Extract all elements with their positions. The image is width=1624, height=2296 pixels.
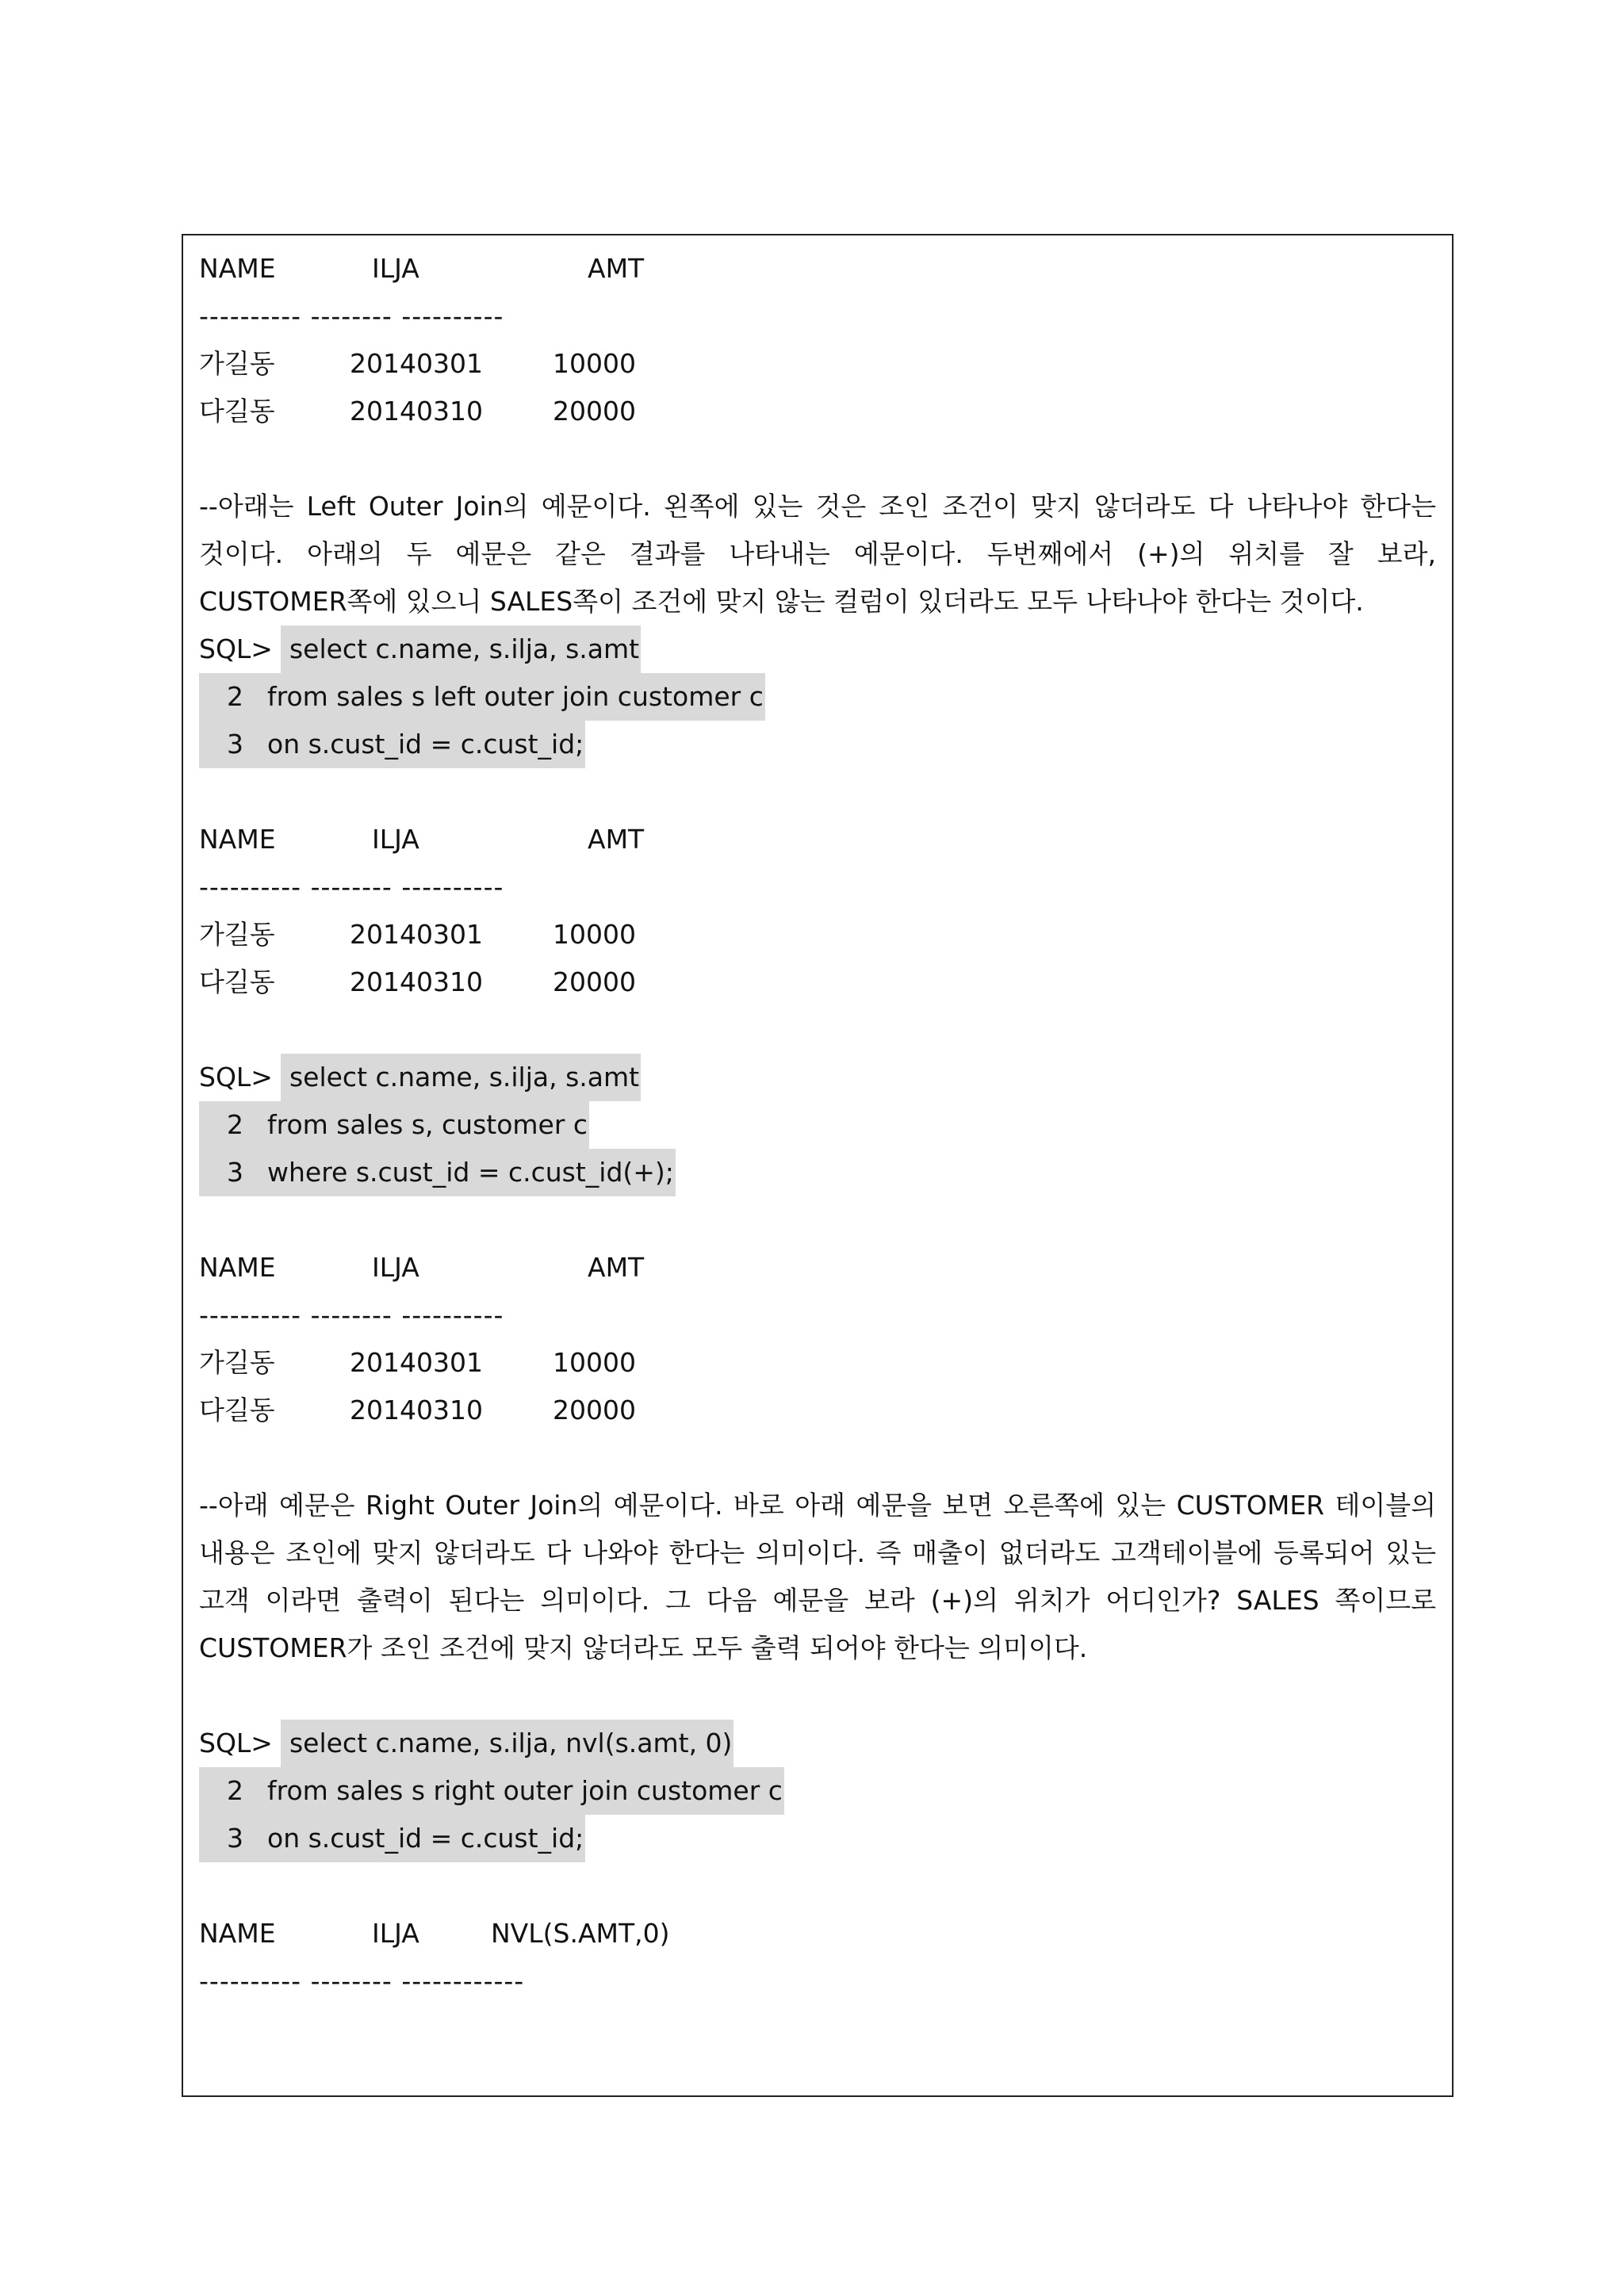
header-nvl-amt: NVL(S.AMT,0) xyxy=(491,1918,670,1949)
result-header-row xyxy=(199,245,1436,293)
cell-amt: 20000 xyxy=(553,396,636,427)
header-ilja: ILJA xyxy=(372,824,419,855)
sql-line-3 xyxy=(199,1149,1436,1196)
cell-name: 다길동 xyxy=(199,396,275,427)
table-row xyxy=(199,388,1436,435)
sql-code: 3 where s.cust_id = c.cust_id(+); xyxy=(199,1149,676,1196)
result-separator: ---------- -------- ---------- xyxy=(199,300,504,331)
sql-line-2 xyxy=(199,1101,1436,1149)
header-amt: AMT xyxy=(588,824,645,855)
result-separator: ---------- -------- ------------ xyxy=(199,1965,525,1996)
left-outer-join-paragraph: --아래는 Left Outer Join의 예문이다. 왼쪽에 있는 것은 조인 조건이 맞지 않더라도 다 나타나야 한다는 것이다. 아래의 두 예문은 같은 결과를 나타내는 예문이다. 두번째에서 (+)의 위치를 잘 보라, CUSTOMER쪽에 있으니 SALES쪽이 조건에 맞지 않는 컬럼이 있더라도 모두 나타나야 한다는 것이다. xyxy=(199,491,1436,617)
sql-line-2 xyxy=(199,673,1436,721)
cell-amt: 10000 xyxy=(553,348,636,379)
header-ilja: ILJA xyxy=(372,253,419,284)
sql-code: 3 on s.cust_id = c.cust_id; xyxy=(199,1815,585,1862)
header-name: NAME xyxy=(199,253,276,284)
sql-code: select c.name, s.ilja, nvl(s.amt, 0) xyxy=(281,1720,733,1767)
sql-line-3 xyxy=(199,721,1436,768)
sql-line-1 xyxy=(199,1720,1436,1767)
result-header-row xyxy=(199,1910,1436,1957)
sql-code: 2 from sales s left outer join customer c xyxy=(199,673,765,721)
cell-name: 가길동 xyxy=(199,1347,275,1378)
cell-ilja: 20140310 xyxy=(350,396,483,427)
header-amt: AMT xyxy=(588,1252,645,1283)
right-outer-join-paragraph: --아래 예문은 Right Outer Join의 예문이다. 바로 아래 예문을 보면 오른쪽에 있는 CUSTOMER 테이블의 내용은 조인에 맞지 않더라도 다 나와야 한다는 의미이다. 즉 매출이 없더라도 고객테이블에 등록되어 있는 고객 이라면 출력이 된다는 의미이다. 그 다음 예문을 보라 (+)의 위치가 어디인가? SALES 쪽이므로 CUSTOMER가 조인 조건에 맞지 않더라도 모두 출력 되어야 한다는 의미이다. xyxy=(199,1490,1436,1663)
result-header-row xyxy=(199,816,1436,863)
cell-name: 가길동 xyxy=(199,919,275,950)
header-name: NAME xyxy=(199,1918,276,1949)
cell-name: 다길동 xyxy=(199,1395,275,1425)
table-row xyxy=(199,1387,1436,1434)
sql-code: 2 from sales s, customer c xyxy=(199,1101,589,1149)
table-row xyxy=(199,1339,1436,1387)
cell-name: 다길동 xyxy=(199,966,275,997)
header-ilja: ILJA xyxy=(372,1918,419,1949)
result-separator: ---------- -------- ---------- xyxy=(199,871,504,902)
header-name: NAME xyxy=(199,1252,276,1283)
sql-code: select c.name, s.ilja, s.amt xyxy=(281,626,641,673)
sql-line-1 xyxy=(199,1054,1436,1101)
sql-line-3 xyxy=(199,1815,1436,1862)
cell-ilja: 20140310 xyxy=(350,966,483,997)
sql-line-2 xyxy=(199,1767,1436,1815)
table-row xyxy=(199,959,1436,1006)
result-separator: ---------- -------- ---------- xyxy=(199,1299,504,1330)
cell-ilja: 20140301 xyxy=(350,1347,483,1378)
cell-ilja: 20140301 xyxy=(350,919,483,950)
document-content xyxy=(199,245,1436,2005)
sql-code: select c.name, s.ilja, s.amt xyxy=(281,1054,641,1101)
cell-amt: 20000 xyxy=(553,1395,636,1425)
sql-prompt: SQL> xyxy=(199,1728,273,1758)
sql-line-1 xyxy=(199,626,1436,673)
table-row xyxy=(199,911,1436,959)
table-row xyxy=(199,340,1436,388)
sql-prompt: SQL> xyxy=(199,1062,273,1093)
cell-amt: 10000 xyxy=(553,1347,636,1378)
sql-code: 3 on s.cust_id = c.cust_id; xyxy=(199,721,585,768)
cell-amt: 10000 xyxy=(553,919,636,950)
header-name: NAME xyxy=(199,824,276,855)
cell-amt: 20000 xyxy=(553,966,636,997)
header-ilja: ILJA xyxy=(372,1252,419,1283)
result-header-row xyxy=(199,1244,1436,1292)
sql-code: 2 from sales s right outer join customer c xyxy=(199,1767,784,1815)
header-amt: AMT xyxy=(588,253,645,284)
document-box xyxy=(182,234,1454,2097)
cell-name: 가길동 xyxy=(199,348,275,379)
cell-ilja: 20140310 xyxy=(350,1395,483,1425)
cell-ilja: 20140301 xyxy=(350,348,483,379)
sql-prompt: SQL> xyxy=(199,633,273,664)
